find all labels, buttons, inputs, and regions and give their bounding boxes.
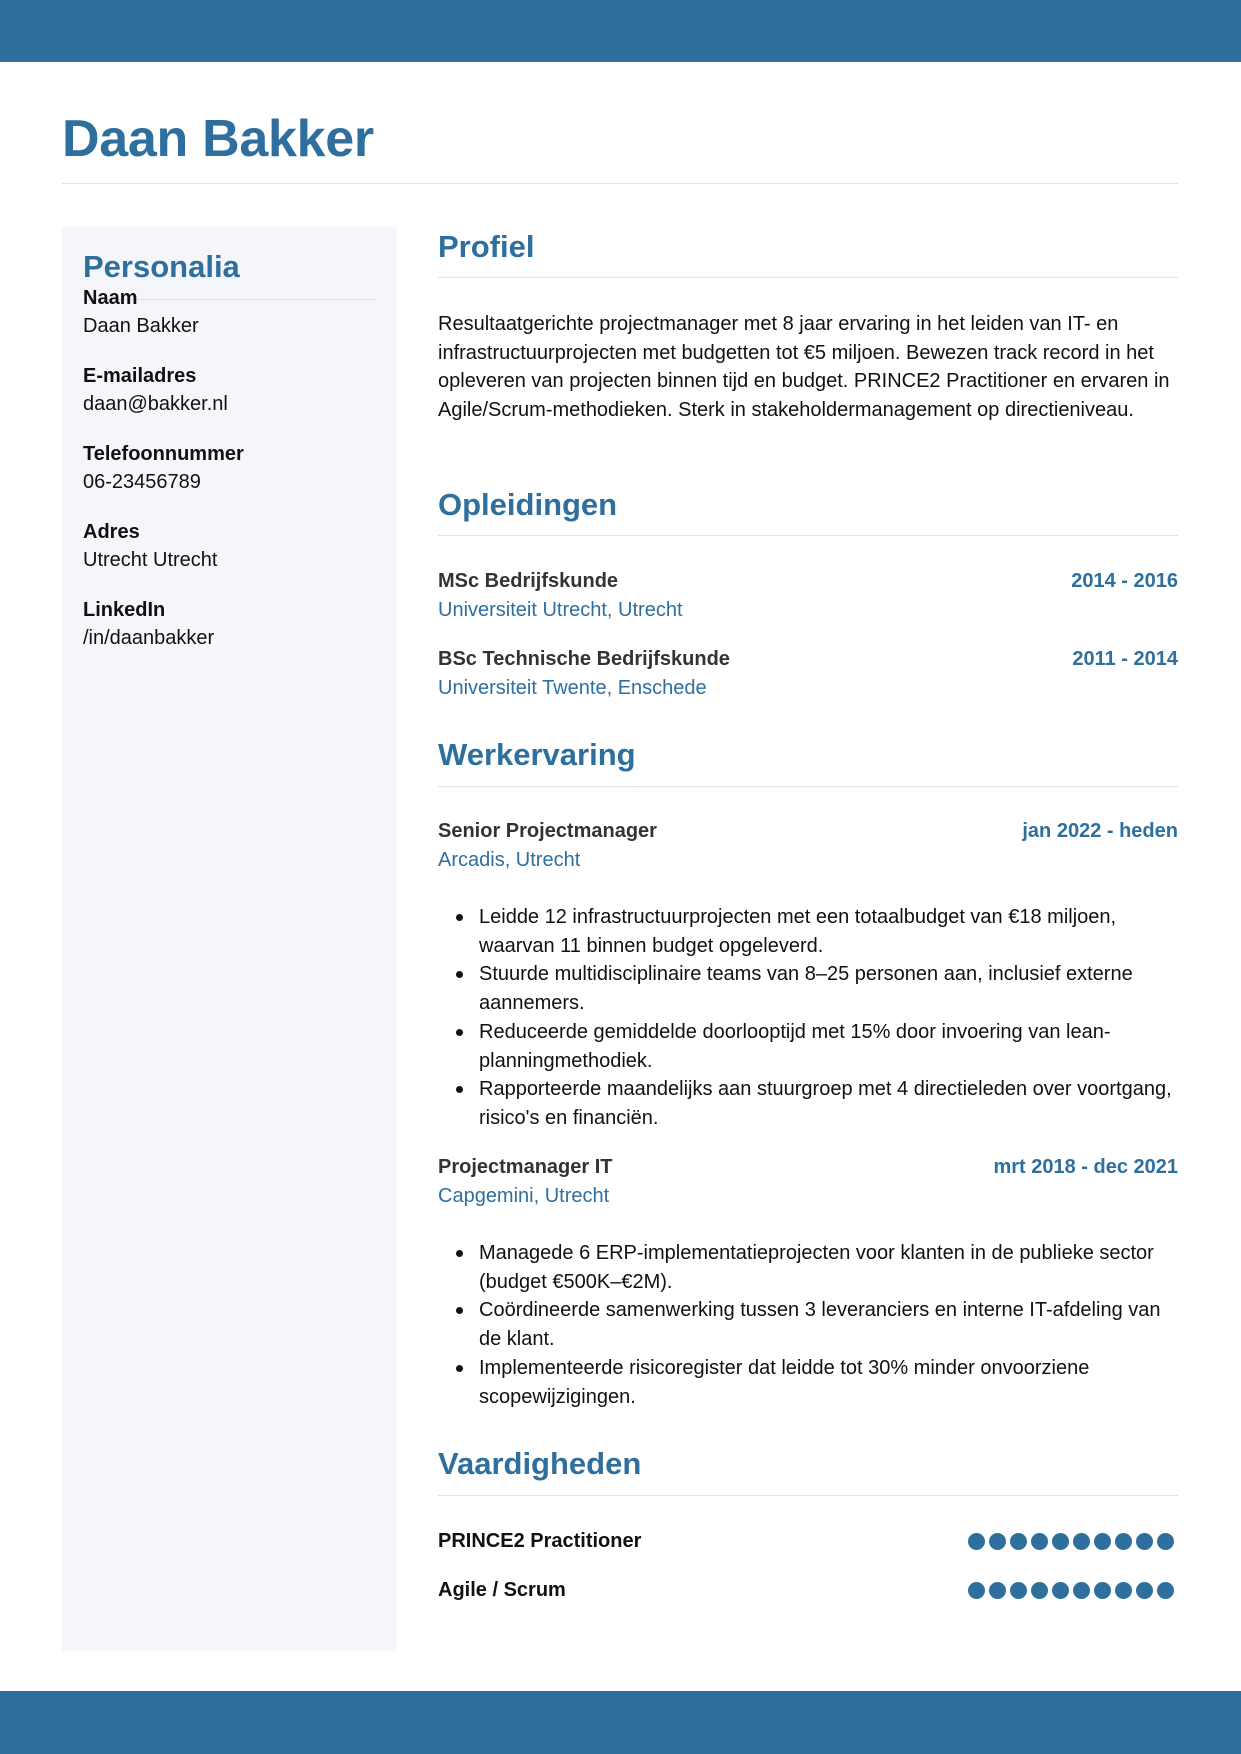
profile-text: Resultaatgerichte projectmanager met 8 jaar ervaring in het leiden van IT- en infrastructuurprojecten met budgetten tot €5 miljoen. Bewezen track record in het opleveren van projecten binnen tijd en budget. PRINCE2 Practitioner en ervaren in Agile/Scrum-methodieken. Sterk in stakeholdermanagement op directieniveau. xyxy=(438,313,1170,422)
rating-dot-filled xyxy=(1157,1582,1174,1599)
education-entry xyxy=(438,645,1178,703)
section-divider xyxy=(438,277,1178,278)
education-degree: BSc Technische Bedrijfskunde xyxy=(438,648,730,670)
rating-dot-filled xyxy=(1052,1582,1069,1599)
skill-row xyxy=(438,1575,1178,1605)
rating-dot-filled xyxy=(1073,1533,1090,1550)
experience-entry xyxy=(438,1153,1178,1211)
rating-dot-filled xyxy=(968,1582,985,1599)
rating-dot-filled xyxy=(989,1533,1006,1550)
list-item: Reduceerde gemiddelde doorlooptijd met 15% door invoering van lean-planningmethodiek. xyxy=(479,1018,1178,1075)
experience-period: mrt 2018 - dec 2021 xyxy=(993,1156,1178,1178)
rating-dot-filled xyxy=(1031,1582,1048,1599)
personal-item-phone xyxy=(83,440,383,496)
personal-value: 06-23456789 xyxy=(83,471,201,493)
rating-dot-filled xyxy=(1157,1533,1174,1550)
personal-label: LinkedIn xyxy=(83,599,166,621)
title-divider xyxy=(62,183,1178,184)
skill-row xyxy=(438,1526,1178,1556)
rating-dot-filled xyxy=(1031,1533,1048,1550)
sidebar-title: Personalia xyxy=(83,249,240,284)
list-item: Stuurde multidisciplinaire teams van 8–25 personen aan, inclusief externe aannemers. xyxy=(479,960,1178,1017)
personal-item-email xyxy=(83,362,383,418)
rating-dot-filled xyxy=(1094,1533,1111,1550)
rating-dot-filled xyxy=(1010,1533,1027,1550)
personal-label: Adres xyxy=(83,521,140,543)
personal-value: daan@bakker.nl xyxy=(83,393,228,415)
personal-item-address xyxy=(83,518,383,574)
page-title: Daan Bakker xyxy=(62,110,374,168)
skill-rating xyxy=(964,1533,1174,1550)
personal-value: Daan Bakker xyxy=(83,315,199,337)
personal-item-linkedin xyxy=(83,596,383,652)
section-title-education: Opleidingen xyxy=(438,487,618,522)
personal-label: Naam xyxy=(83,287,138,309)
rating-dot-filled xyxy=(1136,1582,1153,1599)
section-title-skills: Vaardigheden xyxy=(438,1446,642,1481)
education-entry xyxy=(438,567,1178,625)
rating-dot-filled xyxy=(1052,1533,1069,1550)
personal-value: Utrecht Utrecht xyxy=(83,549,218,571)
rating-dot-filled xyxy=(1010,1582,1027,1599)
education-school: Universiteit Twente, Enschede xyxy=(438,677,707,699)
rating-dot-filled xyxy=(1115,1533,1132,1550)
sidebar-personalia xyxy=(62,227,397,1651)
rating-dot-filled xyxy=(1115,1582,1132,1599)
footer-bar xyxy=(0,1691,1241,1754)
personal-item-name xyxy=(83,284,383,340)
list-item: Rapporteerde maandelijks aan stuurgroep met 4 directieleden over voortgang, risico's en financiën. xyxy=(479,1075,1178,1132)
education-period: 2011 - 2014 xyxy=(1072,648,1178,670)
experience-company: Arcadis, Utrecht xyxy=(438,849,581,871)
experience-role: Projectmanager IT xyxy=(438,1156,613,1178)
rating-dot-filled xyxy=(1136,1533,1153,1550)
experience-entry xyxy=(438,817,1178,875)
header-bar xyxy=(0,0,1241,62)
section-title-profile: Profiel xyxy=(438,229,535,264)
section-divider xyxy=(438,535,1178,536)
section-title-experience: Werkervaring xyxy=(438,737,636,772)
list-item: Implementeerde risicoregister dat leidde tot 30% minder onvoorziene scopewijzigingen. xyxy=(479,1354,1178,1411)
rating-dot-filled xyxy=(1073,1582,1090,1599)
personal-label: E-mailadres xyxy=(83,365,197,387)
list-item: Leidde 12 infrastructuurprojecten met een totaalbudget van €18 miljoen, waarvan 11 binnen budget opgeleverd. xyxy=(479,903,1178,960)
experience-company: Capgemini, Utrecht xyxy=(438,1185,610,1207)
list-item: Managede 6 ERP-implementatieprojecten voor klanten in de publieke sector (budget €500K–€2M). xyxy=(479,1239,1178,1296)
experience-period: jan 2022 - heden xyxy=(1022,820,1178,842)
education-school: Universiteit Utrecht, Utrecht xyxy=(438,599,683,621)
experience-bullets xyxy=(438,1239,1178,1411)
experience-role: Senior Projectmanager xyxy=(438,820,657,842)
skill-name: Agile / Scrum xyxy=(438,1579,566,1601)
section-divider xyxy=(438,1495,1178,1496)
rating-dot-filled xyxy=(1094,1582,1111,1599)
education-period: 2014 - 2016 xyxy=(1071,570,1178,592)
personal-label: Telefoonnummer xyxy=(83,443,244,465)
experience-bullets xyxy=(438,903,1178,1133)
rating-dot-filled xyxy=(968,1533,985,1550)
list-item: Coördineerde samenwerking tussen 3 leveranciers en interne IT-afdeling van de klant. xyxy=(479,1296,1178,1353)
skill-rating xyxy=(964,1582,1174,1599)
section-divider xyxy=(438,786,1178,787)
education-degree: MSc Bedrijfskunde xyxy=(438,570,619,592)
rating-dot-filled xyxy=(989,1582,1006,1599)
personal-value: /in/daanbakker xyxy=(83,627,215,649)
skill-name: PRINCE2 Practitioner xyxy=(438,1530,642,1552)
